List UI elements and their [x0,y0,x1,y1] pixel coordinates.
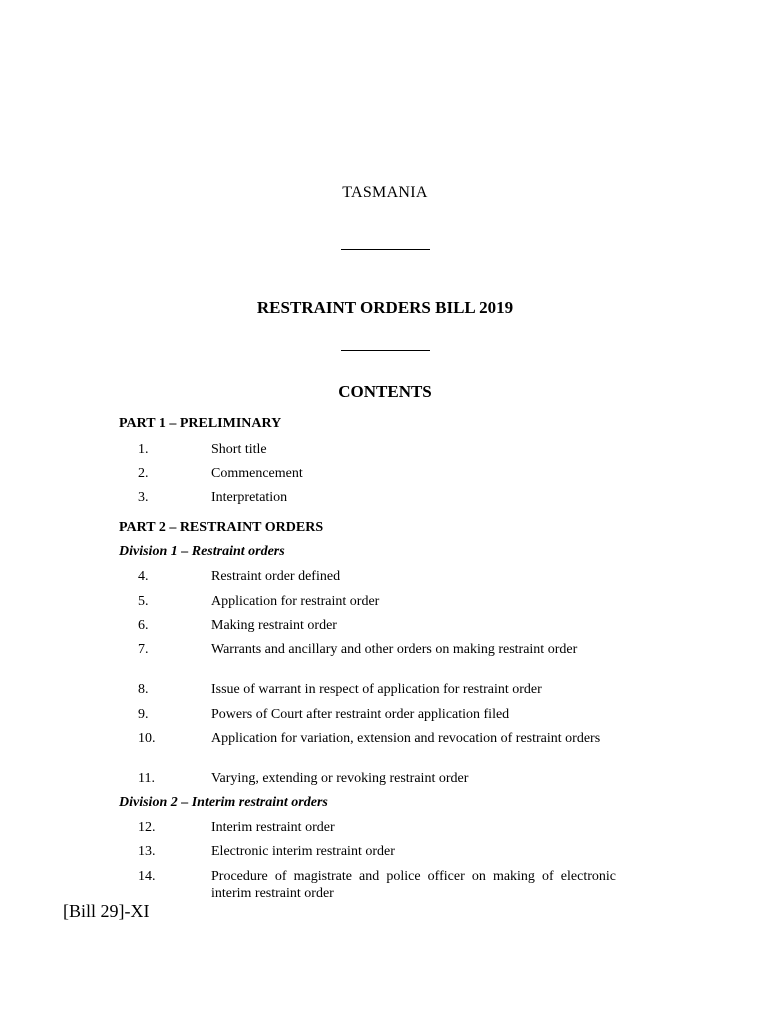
entry-number: 7. [138,642,149,657]
toc-entry[interactable] [119,617,616,634]
entry-title: Short title [211,442,267,457]
entry-number: 13. [138,844,156,859]
divider-rule [341,249,430,250]
toc-entry[interactable] [119,489,616,506]
toc-entry[interactable] [119,819,616,836]
entry-number: 8. [138,682,149,697]
toc-entry[interactable] [119,770,616,787]
bill-title: RESTRAINT ORDERS BILL 2019 [256,298,514,317]
entry-number: 12. [138,820,156,835]
entry-title: Procedure of magistrate and police officer on making of electronic interim restraint order [211,869,616,901]
toc-entry[interactable] [119,441,616,458]
entry-title: Making restraint order [211,618,337,633]
entry-title: Electronic interim restraint order [211,844,395,859]
entry-number: 3. [138,490,149,505]
entry-title: Powers of Court after restraint order application filed [211,707,510,722]
toc-entry[interactable] [119,706,616,723]
entry-number: 14. [138,869,156,884]
entry-title: Interpretation [211,490,288,505]
entry-title: Issue of warrant in respect of application for restraint order [211,682,542,697]
toc-entry[interactable] [119,641,616,658]
division-heading: Division 1 – Restraint orders [119,544,285,559]
entry-number: 4. [138,569,149,584]
part-heading: PART 1 – PRELIMINARY [119,416,282,431]
toc-entry[interactable] [119,465,616,482]
division-heading: Division 2 – Interim restraint orders [119,795,328,810]
entry-title: Interim restraint order [211,820,335,835]
divider-rule [341,350,430,351]
entry-number: 5. [138,594,149,609]
toc-entry[interactable] [119,730,616,747]
entry-number: 10. [138,731,156,746]
entry-number: 6. [138,618,149,633]
entry-title: Varying, extending or revoking restraint order [211,771,469,786]
bill-reference: [Bill 29]-XI [63,901,150,921]
toc-entry[interactable] [119,681,616,698]
entry-number: 9. [138,707,149,722]
entry-number: 1. [138,442,149,457]
contents-heading: CONTENTS [338,382,432,401]
entry-title: Commencement [211,466,303,481]
entry-title: Warrants and ancillary and other orders on making restraint order [211,642,578,657]
jurisdiction-title: TASMANIA [342,184,428,201]
entry-title: Application for variation, extension and revocation of restraint orders [211,731,601,746]
part-heading: PART 2 – RESTRAINT ORDERS [119,520,324,535]
entry-number: 2. [138,466,149,481]
toc-entry[interactable] [119,843,616,860]
entry-title: Application for restraint order [211,594,380,609]
entry-number: 11. [138,771,155,786]
toc-entry[interactable] [119,868,616,902]
toc-entry[interactable] [119,568,616,585]
toc-entry[interactable] [119,593,616,610]
entry-title: Restraint order defined [211,569,341,584]
